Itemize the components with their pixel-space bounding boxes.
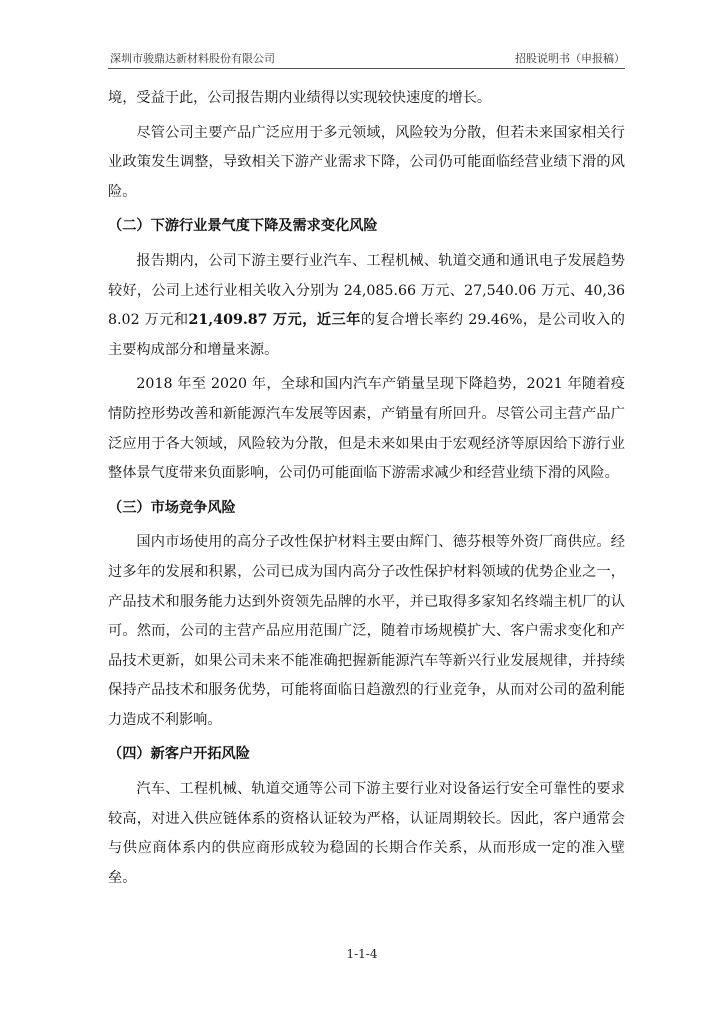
section-heading-competition-risk: （三）市场竞争风险: [108, 499, 236, 516]
section-heading-downstream-risk: （二）下游行业景气度下降及需求变化风险: [108, 218, 378, 235]
page-number: 1-1-4: [346, 947, 378, 961]
header-document-type: 招股说明书（申报稿）: [515, 52, 625, 65]
paragraph-industry-policy-risk: 尽管公司主要产品广泛应用于多元领域，风险较为分散，但若未来国家相关行业政策发生调整，导致相关下游产业需求下降，公司仍可能面临经营业绩下滑的风险。: [108, 124, 625, 200]
header-company-name: 深圳市骏鼎达新材料股份有限公司: [110, 52, 275, 65]
document-body: [108, 84, 625, 898]
paragraph-continuation: 境，受益于此，公司报告期内业绩得以实现较快速度的增长。: [108, 90, 492, 106]
paragraph-automotive-trend: 2018 年至 2020 年，全球和国内汽车产销量呈现下降趋势，2021 年随着疫情防控形势改善和新能源汽车发展等因素，产销量有所回升。尽管公司主营产品广泛应用于各大领域，风险较为分散，但是未来如果由于宏观经济等原因给下游行业整体景气度带来负面影响，公司仍可能面临下游需求减少和经营业绩下滑的风险。: [108, 376, 625, 482]
paragraph-market-competition: 国内市场使用的高分子改性保护材料主要由辉门、德芬根等外资厂商供应。经过多年的发展和积累，公司已成为国内高分子改性保护材料领域的优势企业之一，产品技术和服务能力达到外资领先品牌的水平，并已取得多家知名终端主机厂的认可。然而，公司的主营产品应用范围广泛，随着市场规模扩大、客户需求变化和产品技术更新，如果公司未来不能准确把握新能源汽车等新兴行业发展规律，并持续保持产品技术和服务优势，可能将面临日趋激烈的行业竞争，从而对公司的盈利能力造成不利影响。: [108, 534, 625, 728]
paragraph-new-customer: 汽车、工程机械、轨道交通等公司下游主要行业对设备运行安全可靠性的要求较高，对进入供应链体系的资格认证较为严格，认证周期较长。因此，客户通常会与供应商体系内的供应商形成较为稳固的长期合作关系，从而形成一定的准入壁垒。: [108, 781, 625, 886]
section-heading-new-customer-risk: （四）新客户开拓风险: [108, 746, 250, 763]
revenue-text-bold: 21,409.87 万元，近三年: [188, 312, 361, 329]
revenue-text-part-2: 的复合增长率约 29.46%，是公司收入的主要构成部分和增量来源。: [108, 312, 625, 358]
page-header: [108, 49, 625, 66]
revenue-text-part-1: 报告期内，公司下游主要行业汽车、工程机械、轨道交通和通讯电子发展趋势较好，公司上述行业相关收入分别为 24,085.66 万元、27,540.06 万元、40,368.02 万元和: [108, 252, 625, 329]
header-divider: [108, 68, 625, 69]
paragraph-downstream-revenue: [108, 247, 625, 365]
